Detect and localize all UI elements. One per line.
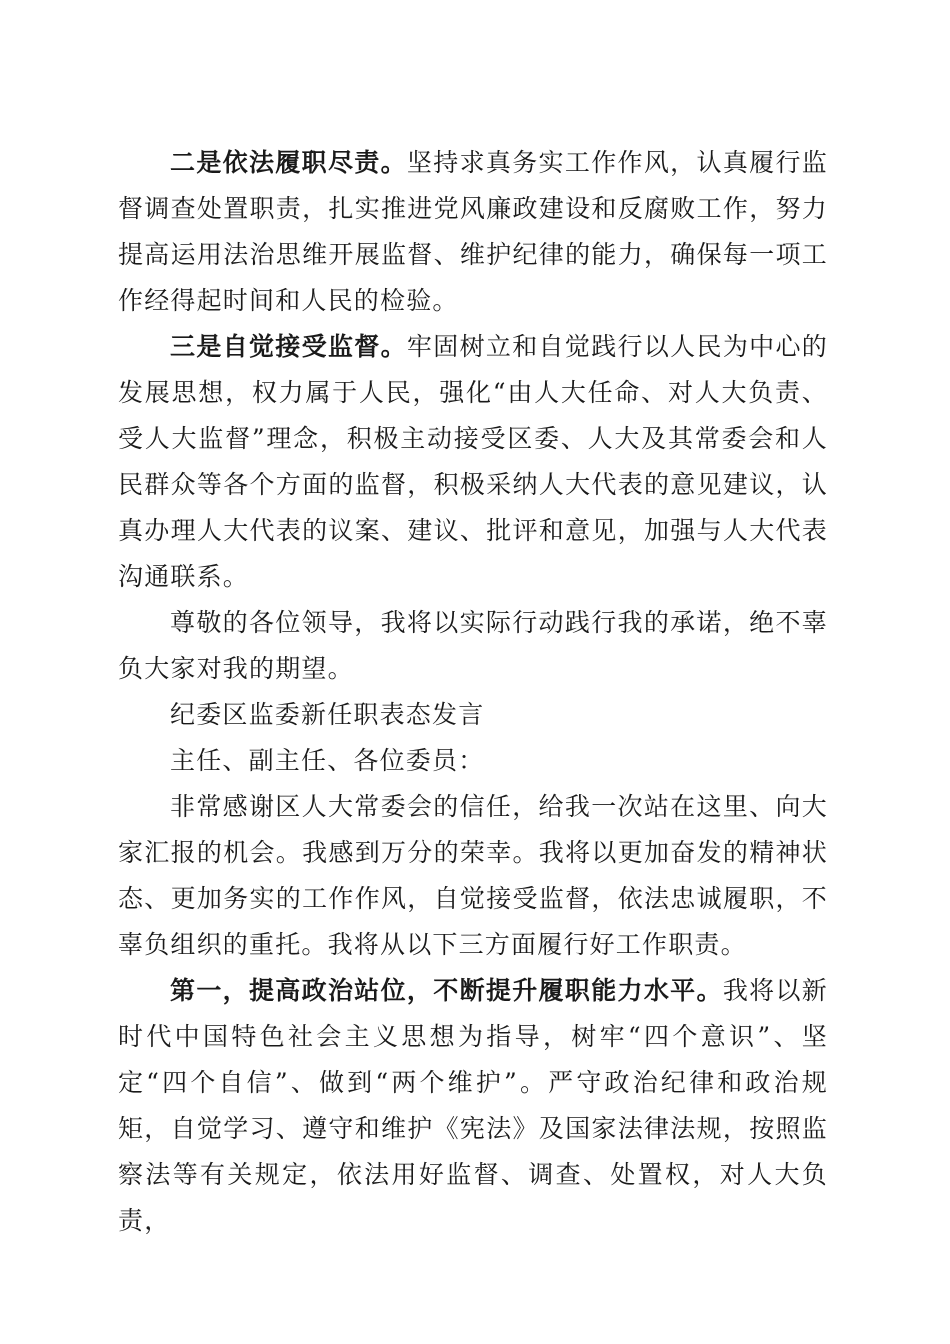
section-title-text: 纪委区监委新任职表态发言 xyxy=(170,700,485,729)
section-title xyxy=(118,692,828,738)
salutation-text: 主任、副主任、各位委员： xyxy=(170,746,485,775)
paragraph-thanks xyxy=(118,784,828,968)
paragraph-text: 坚持求真务实工作作风，认真履行监督调查处置职责，扎实推进党风廉政建设和反腐败工作，努力提高运用法治思维开展监督、维护纪律的能力，确保每一项工作经得起时间和人民的检验。 xyxy=(118,148,828,315)
paragraph-text: 非常感谢区人大常委会的信任，给我一次站在这里、向大家汇报的机会。我感到万分的荣幸。我将以更加奋发的精神状态、更加务实的工作作风，自觉接受监督，依法忠诚履职，不辜负组织的重托。我将从以下三方面履行好工作职责。 xyxy=(118,792,828,959)
paragraph-text: 尊敬的各位领导，我将以实际行动践行我的承诺，绝不辜负大家对我的期望。 xyxy=(118,608,828,683)
paragraph-text: 牢固树立和自觉践行以人民为中心的发展思想，权力属于人民，强化“由人大任命、对人大负责、受人大监督”理念，积极主动接受区委、人大及其常委会和人民群众等各个方面的监督，积极采纳人大代表的意见建议，认真办理人大代表的议案、建议、批评和意见，加强与人大代表沟通联系。 xyxy=(118,332,828,591)
paragraph-lead: 三是自觉接受监督。 xyxy=(170,332,407,361)
paragraph-first-point xyxy=(118,968,828,1244)
paragraph-supervision xyxy=(118,324,828,600)
paragraph-duty xyxy=(118,140,828,324)
paragraph-closing xyxy=(118,600,828,692)
document-body xyxy=(118,140,828,1244)
paragraph-lead: 第一，提高政治站位，不断提升履职能力水平。 xyxy=(170,976,723,1005)
paragraph-lead: 二是依法履职尽责。 xyxy=(170,148,407,177)
paragraph-text: 我将以新时代中国特色社会主义思想为指导，树牢“四个意识”、坚定“四个自信”、做到“两个维护”。严守政治纪律和政治规矩，自觉学习、遵守和维护《宪法》及国家法律法规，按照监察法等有关规定，依法用好监督、调查、处置权，对人大负责， xyxy=(118,976,829,1235)
salutation xyxy=(118,738,828,784)
